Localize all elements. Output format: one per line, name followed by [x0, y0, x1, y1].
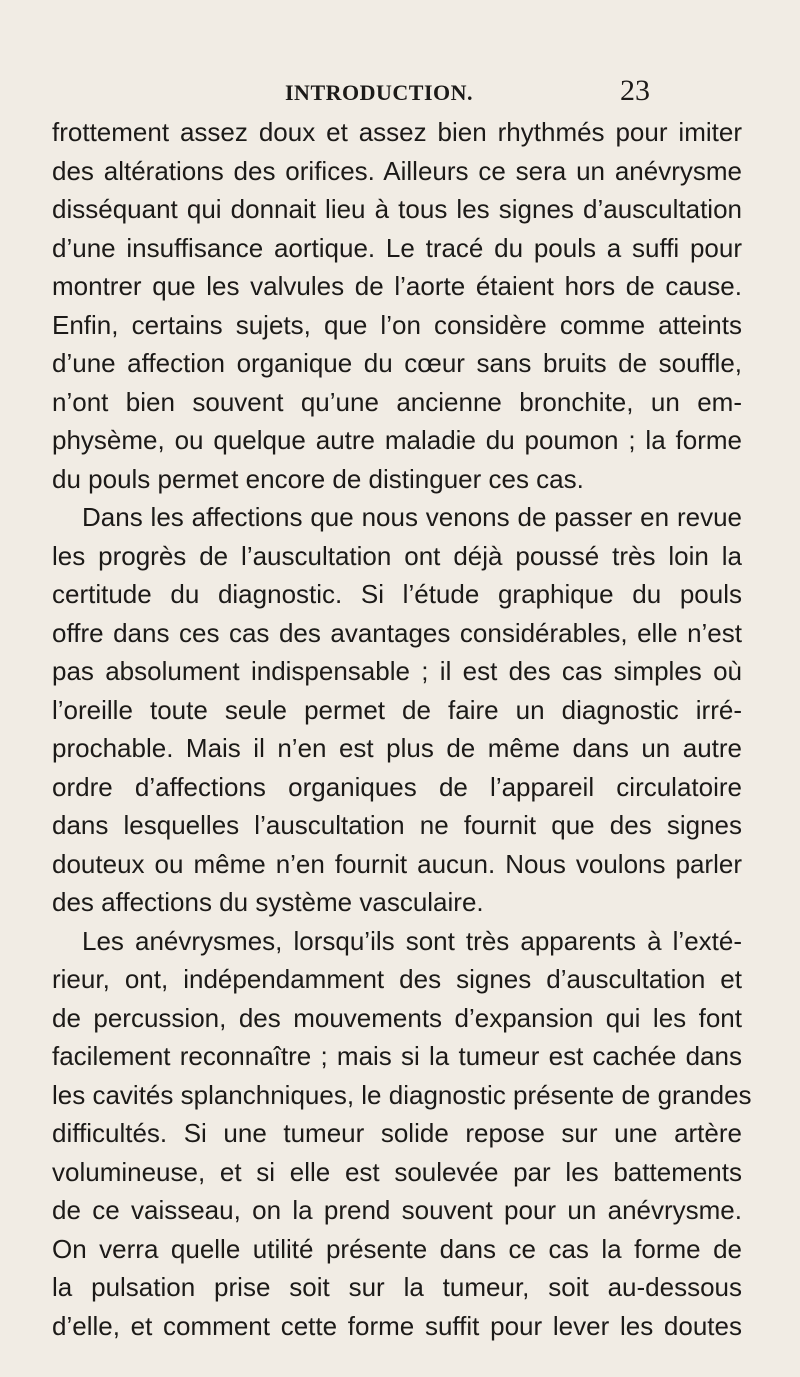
- body-text: [52, 113, 752, 1345]
- text-line: d’une affection organique du cœur sans bruits de souffle,: [52, 348, 742, 378]
- text-line: les progrès de l’auscultation ont déjà poussé très loin la: [52, 540, 742, 571]
- text-line: offre dans ces cas des avantages considérables, elle n’est: [52, 617, 742, 648]
- running-head: [0, 74, 800, 112]
- text-line: n’ont bien souvent qu’une ancienne bronchite, un em-: [52, 386, 742, 417]
- text-line: frottement assez doux et assez bien rhythmés pour imiter: [52, 117, 742, 147]
- text-line: rieur, ont, indépendamment des signes d’auscultation et: [52, 964, 742, 994]
- text-line: d’une insuffisance aortique. Le tracé du pouls a suffi pour: [52, 232, 742, 263]
- text-line: Enfin, certains sujets, que l’on considère comme atteints: [52, 309, 742, 340]
- text-line: volumineuse, et si elle est soulevée par les battements: [52, 1156, 742, 1187]
- text-line: de ce vaisseau, on la prend souvent pour un anévrysme.: [52, 1195, 742, 1225]
- text-line: ordre d’affections organiques de l’appareil circulatoire: [52, 771, 742, 802]
- text-line: disséquant qui donnait lieu à tous les signes d’auscultation: [52, 194, 742, 224]
- text-line: douteux ou même n’en fournit aucun. Nous voulons parler: [52, 848, 742, 879]
- page-number: 23: [620, 74, 650, 107]
- text-line: de percussion, des mouvements d’expansion qui les font: [52, 1002, 742, 1033]
- paragraph: [52, 113, 742, 498]
- text-line: montrer que les valvules de l’aorte étaient hors de cause.: [52, 271, 742, 301]
- paragraph: [52, 498, 742, 922]
- text-line: On verra quelle utilité présente dans ce cas la forme de: [52, 1233, 742, 1264]
- text-line: pas absolument indispensable ; il est des cas simples où: [52, 656, 742, 686]
- text-line: des affections du système vasculaire.: [52, 887, 484, 917]
- text-line: Les anévrysmes, lorsqu’ils sont très apparents à l’exté-: [82, 925, 742, 956]
- text-line: Dans les affections que nous venons de passer en revue: [82, 502, 742, 532]
- text-line: des altérations des orifices. Ailleurs ce sera un anévrysme: [52, 155, 742, 186]
- text-line: du pouls permet encore de distinguer ces cas.: [52, 463, 584, 494]
- text-line: dans lesquelles l’auscultation ne fournit que des signes: [52, 810, 742, 840]
- text-line: facilement reconnaître ; mais si la tumeur est cachée dans: [52, 1041, 742, 1071]
- text-line: difficultés. Si une tumeur solide repose sur une artère: [52, 1118, 742, 1148]
- text-line: certitude du diagnostic. Si l’étude graphique du pouls: [52, 579, 742, 609]
- text-line: prochable. Mais il n’en est plus de même dans un autre: [52, 733, 742, 763]
- text-line: physème, ou quelque autre maladie du poumon ; la forme: [52, 425, 742, 455]
- running-title: INTRODUCTION.: [285, 80, 474, 105]
- text-line: l’oreille toute seule permet de faire un diagnostic irré-: [52, 694, 742, 725]
- text-line: la pulsation prise soit sur la tumeur, soit au-dessous: [52, 1272, 742, 1302]
- text-line: d’elle, et comment cette forme suffit pour lever les doutes: [52, 1310, 742, 1341]
- paragraph: [52, 922, 752, 1346]
- text-line: les cavités splanchniques, le diagnostic présente de grandes: [52, 1079, 752, 1110]
